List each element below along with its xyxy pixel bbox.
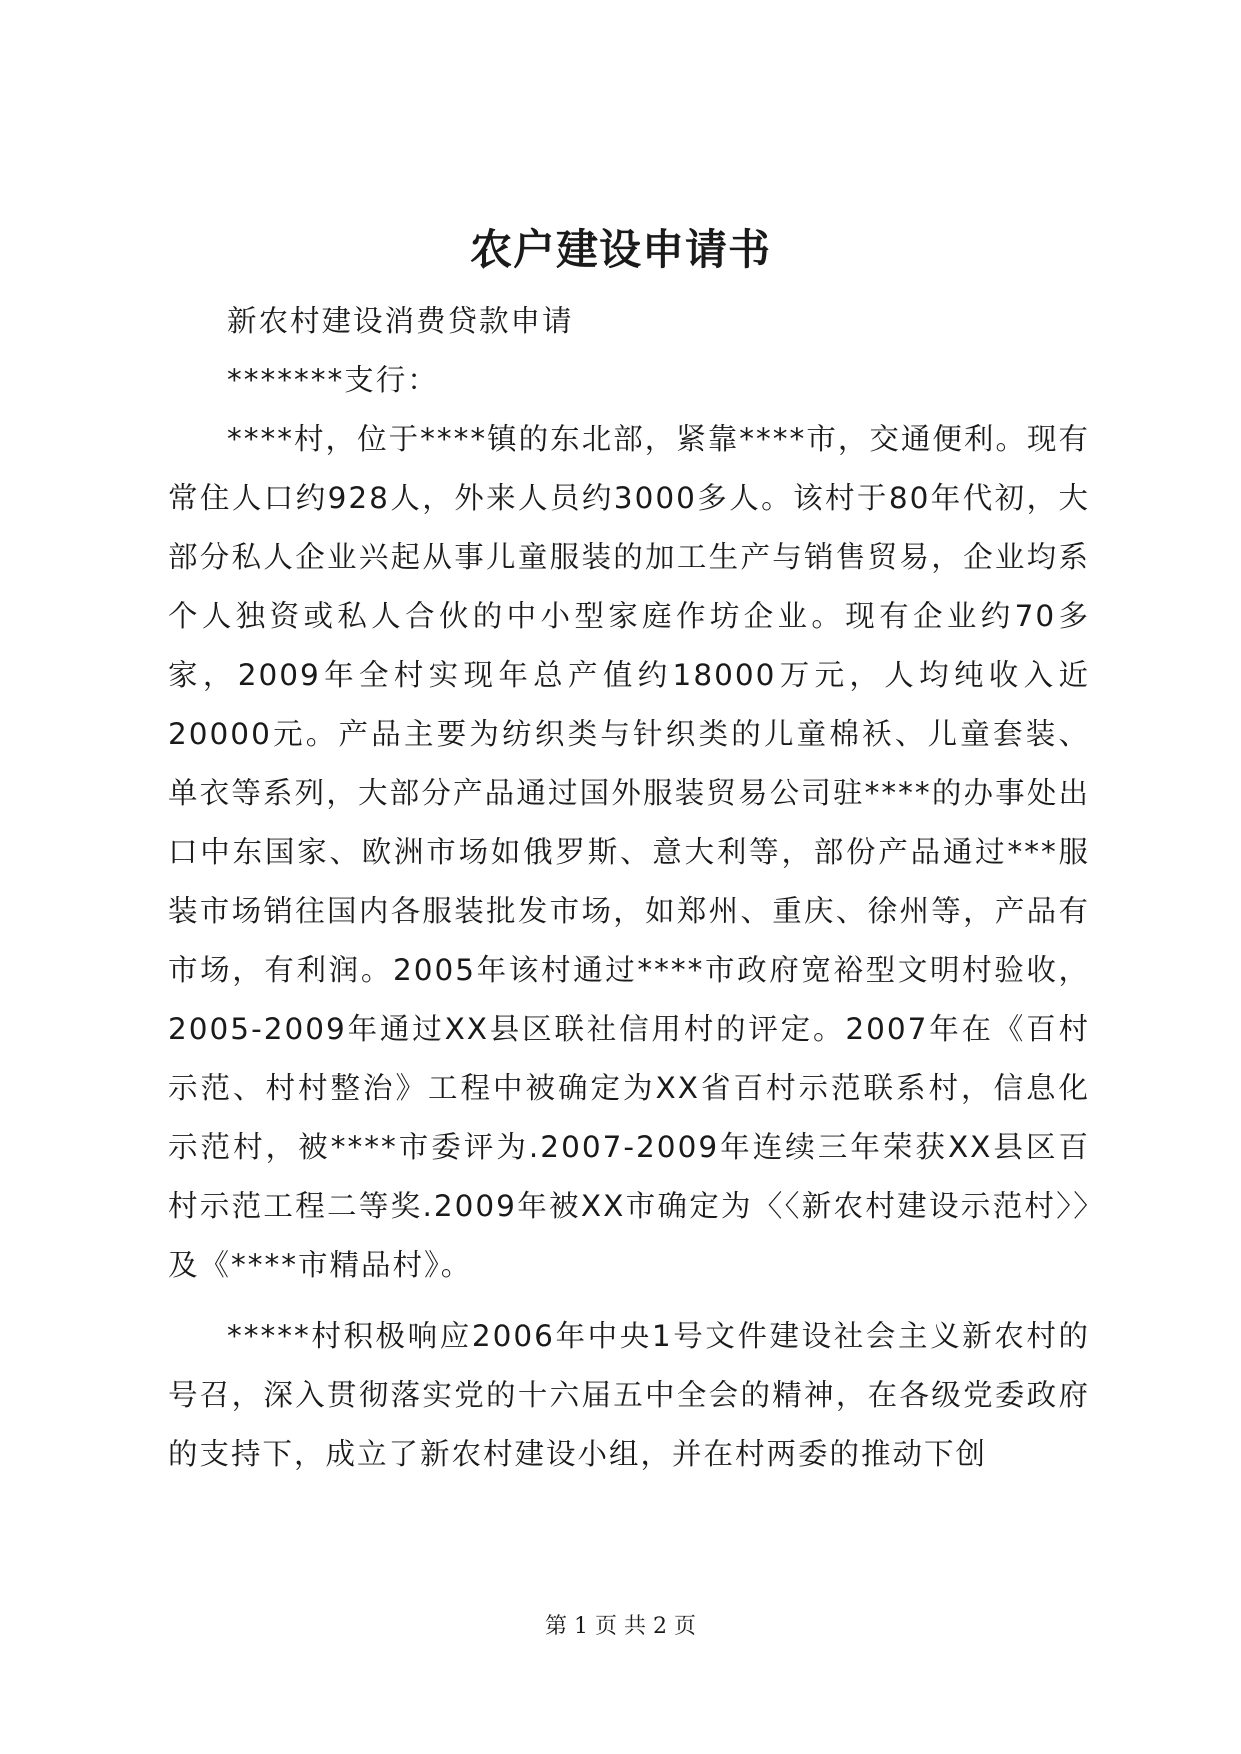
village-intro-paragraph: ****村，位于****镇的东北部，紧靠****市，交通便利。现有常住人口约928人，外来人员约3000多人。该村于80年代初，大部分私人企业兴起从事儿童服装的加工生产与销售贸易，企业均系个人独资或私人合伙的中小型家庭作坊企业。现有企业约70多家，2009年全村实现年总产值约18000万元，人均纯收入近20000元。产品主要为纺织类与针织类的儿童棉袄、儿童套装、单衣等系列，大部分产品通过国外服装贸易公司驻****的办事处出口中东国家、欧洲市场如俄罗斯、意大利等，部份产品通过***服装市场销往国内各服装批发市场，如郑州、重庆、徐州等，产品有市场，有利润。2005年该村通过****市政府宽裕型文明村验收，2005-2009年通过XX县区联社信用村的评定。2007年在《百村示范、村村整治》工程中被确定为XX省百村示范联系村，信息化示范村，被****市委评为.2007-2009年连续三年荣获XX县区百村示范工程二等奖.2009年被XX市确定为〈〈新农村建设示范村〉〉及《****市精品村》。 [168, 422, 1090, 1282]
document-body [168, 292, 1090, 1484]
subtitle-paragraph: 新农村建设消费贷款申请 [227, 304, 574, 338]
page-number-footer: 第 1 页 共 2 页 [545, 1614, 696, 1639]
village-response-paragraph: *****村积极响应2006年中央1号文件建设社会主义新农村的号召，深入贯彻落实党的十六届五中全会的精神，在各级党委政府的支持下，成立了新农村建设小组，并在村两委的推动下创 [168, 1319, 1090, 1471]
salutation-paragraph: *******支行： [227, 363, 439, 397]
document-title: 农户建设申请书 [469, 225, 771, 274]
